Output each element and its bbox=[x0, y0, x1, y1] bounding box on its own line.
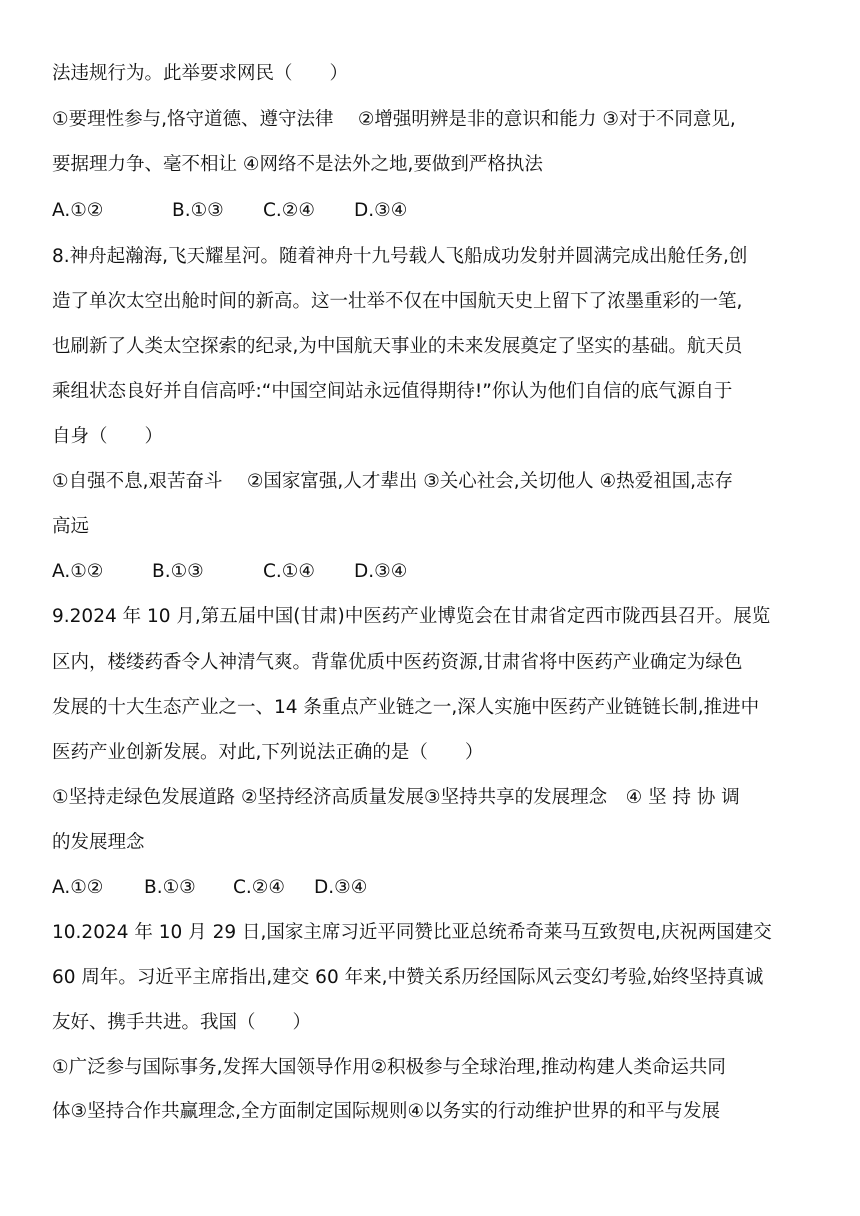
q8-choices-line-2: 高远 bbox=[52, 516, 90, 537]
q8-choices-line-1: ①自强不息,艰苦奋斗 ②国家富强,人才辈出 ③关心社会,关切他人 ④热爱祖国,志存 bbox=[52, 471, 734, 492]
q8-stem-line-5: 自身（ ） bbox=[52, 426, 164, 447]
q10-choices-line-1: ①广泛参与国际事务,发挥大国领导作用②积极参与全球治理,推动构建人类命运共同 bbox=[52, 1057, 726, 1078]
q10-stem-line-2: 60 周年。习近平主席指出,建交 60 年来,中赞关系历经国际风云变幻考验,始终坚持真诚 bbox=[52, 967, 764, 988]
q10-stem-line-3: 友好、携手共进。我国（ ） bbox=[52, 1012, 312, 1033]
q7-option-a: A.①② bbox=[52, 200, 104, 221]
q7-choices-line-1: ①要理性参与,恪守道德、遵守法律 ②增强明辨是非的意识和能力 ③对于不同意见, bbox=[52, 109, 736, 130]
q7-choices-line-2: 要据理力争、毫不相让 ④网络不是法外之地,要做到严格执法 bbox=[52, 154, 543, 175]
q7-option-c: C.②④ bbox=[263, 200, 315, 221]
q8-stem-line-3: 也刷新了人类太空探索的纪录,为中国航天事业的未来发展奠定了坚实的基础。航天员 bbox=[52, 336, 743, 357]
q10-stem-line-1: 10.2024 年 10 月 29 日,国家主席习近平同赞比亚总统希奇莱马互致贺电,庆祝两国建交 bbox=[52, 922, 772, 943]
q7-stem-end: 法违规行为。此举要求网民（ ） bbox=[52, 63, 349, 84]
q9-choices-line-1: ①坚持走绿色发展道路 ②坚持经济高质量发展③坚持共享的发展理念 ④ 坚 持 协 调 bbox=[52, 787, 740, 808]
q8-option-b: B.①③ bbox=[152, 561, 204, 582]
q8-option-a: A.①② bbox=[52, 561, 104, 582]
q9-choices-line-2: 的发展理念 bbox=[52, 832, 145, 853]
q8-stem-line-1: 8.神舟起瀚海,飞天耀星河。随着神舟十九号载人飞船成功发射并圆满完成出舱任务,创 bbox=[52, 246, 748, 267]
q9-option-a: A.①② bbox=[52, 877, 104, 898]
q8-option-c: C.①④ bbox=[263, 561, 315, 582]
q10-choices-line-2: 体③坚持合作共赢理念,全方面制定国际规则④以务实的行动维护世界的和平与发展 bbox=[52, 1101, 721, 1122]
q7-option-d: D.③④ bbox=[354, 200, 408, 221]
q8-stem-line-4: 乘组状态良好并自信高呼:“中国空间站永远值得期待!”你认为他们自信的底气源自于 bbox=[52, 381, 733, 402]
q9-option-c: C.②④ bbox=[233, 877, 285, 898]
q9-stem-line-3: 发展的十大生态产业之一、14 条重点产业链之一,深人实施中医药产业链链长制,推进中 bbox=[52, 697, 760, 718]
q9-option-b: B.①③ bbox=[144, 877, 196, 898]
q9-option-d: D.③④ bbox=[314, 877, 368, 898]
q9-stem-line-4: 医药产业创新发展。对此,下列说法正确的是（ ） bbox=[52, 742, 484, 763]
q8-stem-line-2: 造了单次太空出舱时间的新高。这一壮举不仅在中国航天史上留下了浓墨重彩的一笔, bbox=[52, 291, 743, 312]
q9-stem-line-1: 9.2024 年 10 月,第五届中国(甘肃)中医药产业博览会在甘肃省定西市陇西县召开。展览 bbox=[52, 606, 771, 627]
q7-option-b: B.①③ bbox=[172, 200, 224, 221]
q8-option-d: D.③④ bbox=[354, 561, 408, 582]
q9-stem-line-2: 区内，楼缕药香令人神清气爽。背靠优质中医药资源,甘肃省将中医药产业确定为绿色 bbox=[52, 652, 743, 673]
